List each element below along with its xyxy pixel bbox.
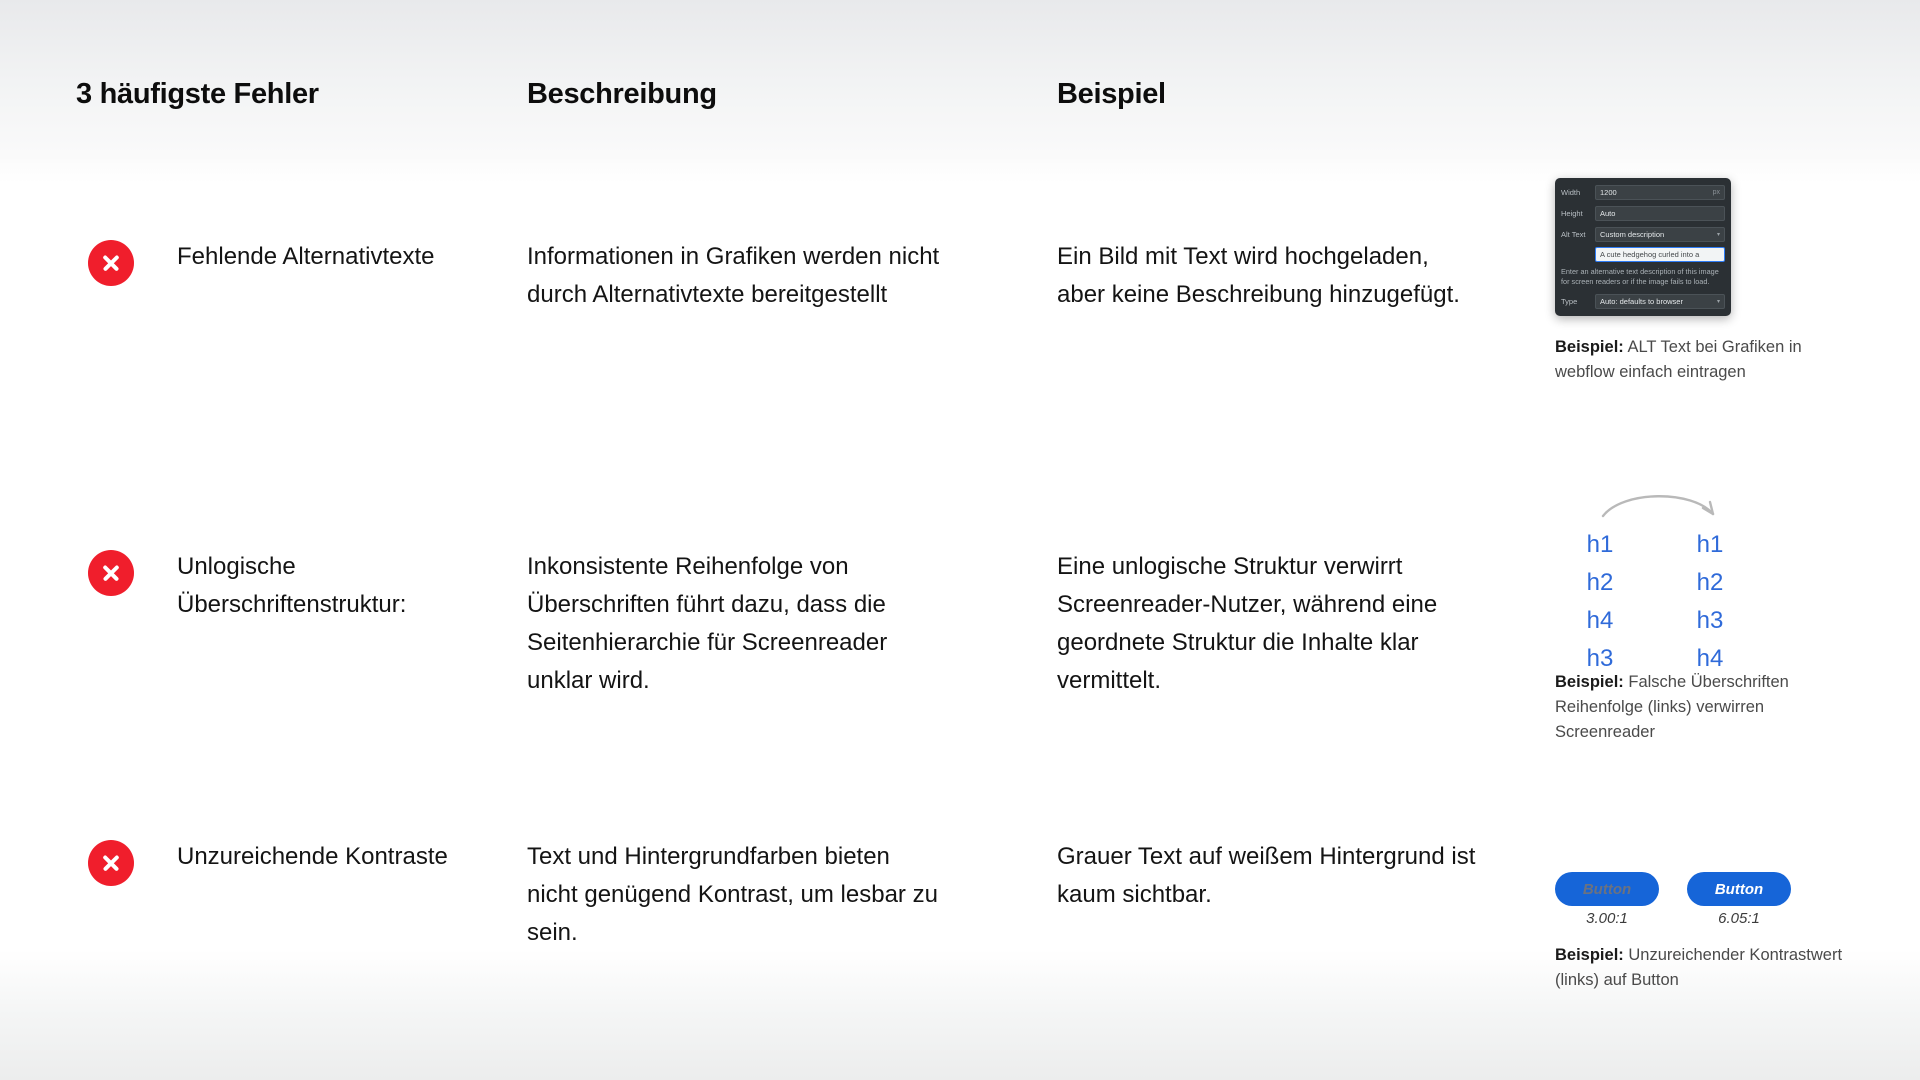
type-select[interactable]: [1595, 294, 1725, 309]
high-contrast-button[interactable]: Button: [1687, 872, 1791, 906]
height-row: [1561, 205, 1725, 221]
height-value: Auto: [1600, 208, 1616, 218]
caption-label: Beispiel:: [1555, 946, 1624, 964]
row-title: Unzureichende Kontraste: [177, 843, 448, 870]
error-x-icon: [88, 240, 134, 286]
alt-text-label: Alt Text: [1561, 229, 1586, 239]
caption-text: ALT Text bei Grafiken in webflow einfach eintragen: [1555, 338, 1802, 381]
heading-item: h1: [1586, 531, 1614, 558]
header-col-example: Beispiel: [1057, 78, 1166, 110]
row-example: Eine unlogische Struktur verwirrt Screenreader-Nutzer, während eine geordnete Struktur die Inhalte klar vermittelt.: [1057, 553, 1438, 694]
row-title: Unlogische Überschriftenstruktur:: [177, 553, 407, 618]
visual-caption: [1555, 335, 1845, 385]
alt-text-select-value: Custom description: [1600, 229, 1665, 239]
contrast-button-row: [1555, 872, 1875, 906]
headings-correct-column: [1665, 526, 1755, 678]
visual-caption: [1555, 670, 1845, 745]
caption-text: Falsche Überschriften Reihenfolge (links) verwirren Screenreader: [1555, 673, 1789, 741]
heading-item: h2: [1696, 569, 1724, 596]
headings-wrong-column: [1555, 526, 1645, 678]
visual-contrast-buttons: [1555, 872, 1875, 993]
width-unit: px: [1712, 188, 1720, 196]
heading-item: h4: [1586, 607, 1614, 634]
visual-alt-text-panel: [1555, 178, 1875, 385]
caption-label: Beispiel:: [1555, 673, 1624, 691]
error-x-icon: [88, 550, 134, 596]
alt-text-input[interactable]: [1595, 247, 1725, 262]
headings-comparison: [1555, 488, 1855, 672]
header-col-errors: 3 häufigste Fehler: [76, 78, 319, 110]
visual-heading-order: [1555, 488, 1875, 745]
row-example: Grauer Text auf weißem Hintergrund ist kaum sichtbar.: [1057, 843, 1476, 908]
row-title: Fehlende Alternativtexte: [177, 243, 435, 270]
height-label: Height: [1561, 208, 1583, 218]
width-value: 1200: [1600, 187, 1617, 197]
high-contrast-ratio: 6.05:1: [1718, 910, 1760, 927]
row-description: Inkonsistente Reihenfolge von Überschriften führt dazu, dass die Seitenhierarchie für Screenreader unklar wird.: [527, 553, 888, 694]
row-description: Informationen in Grafiken werden nicht durch Alternativtexte bereitgestellt: [527, 243, 940, 308]
webflow-image-settings-panel: [1555, 178, 1731, 316]
caption-text: Unzureichender Kontrastwert (links) auf Button: [1555, 946, 1843, 989]
low-contrast-ratio: 3.00:1: [1586, 910, 1628, 927]
contrast-ratio-row: [1555, 910, 1875, 927]
width-label: Width: [1561, 187, 1581, 197]
caption-label: Beispiel:: [1555, 338, 1624, 356]
height-input[interactable]: [1595, 206, 1725, 221]
heading-item: h3: [1696, 607, 1724, 634]
header-col-description: Beschreibung: [527, 78, 717, 110]
alt-text-select[interactable]: [1595, 227, 1725, 242]
width-row: [1561, 184, 1725, 200]
type-row: [1561, 293, 1725, 309]
row-description: Text und Hintergrundfarben bieten nicht genügend Kontrast, um lesbar zu sein.: [527, 843, 938, 946]
chevron-down-icon: ▾: [1716, 231, 1720, 238]
chevron-down-icon: ▾: [1716, 298, 1720, 305]
width-input[interactable]: [1595, 185, 1725, 200]
type-label: Type: [1561, 296, 1578, 306]
curved-arrow-icon: [1597, 488, 1727, 528]
heading-item: h1: [1696, 531, 1724, 558]
alt-text-row: [1561, 226, 1725, 242]
heading-item: h3: [1586, 645, 1614, 672]
table-header: [0, 78, 1920, 138]
error-x-icon: [88, 840, 134, 886]
low-contrast-button[interactable]: Button: [1555, 872, 1659, 906]
type-select-value: Auto: defaults to browser: [1600, 296, 1683, 306]
heading-item: h2: [1586, 569, 1614, 596]
row-example: Ein Bild mit Text wird hochgeladen, aber keine Beschreibung hinzugefügt.: [1057, 243, 1460, 308]
alt-text-input-value: A cute hedgehog curled into a: [1600, 250, 1700, 259]
visual-caption: [1555, 943, 1845, 993]
alt-text-help: Enter an alternative text description of this image for screen readers or if the image fails to load.: [1561, 267, 1719, 286]
heading-item: h4: [1696, 645, 1724, 672]
